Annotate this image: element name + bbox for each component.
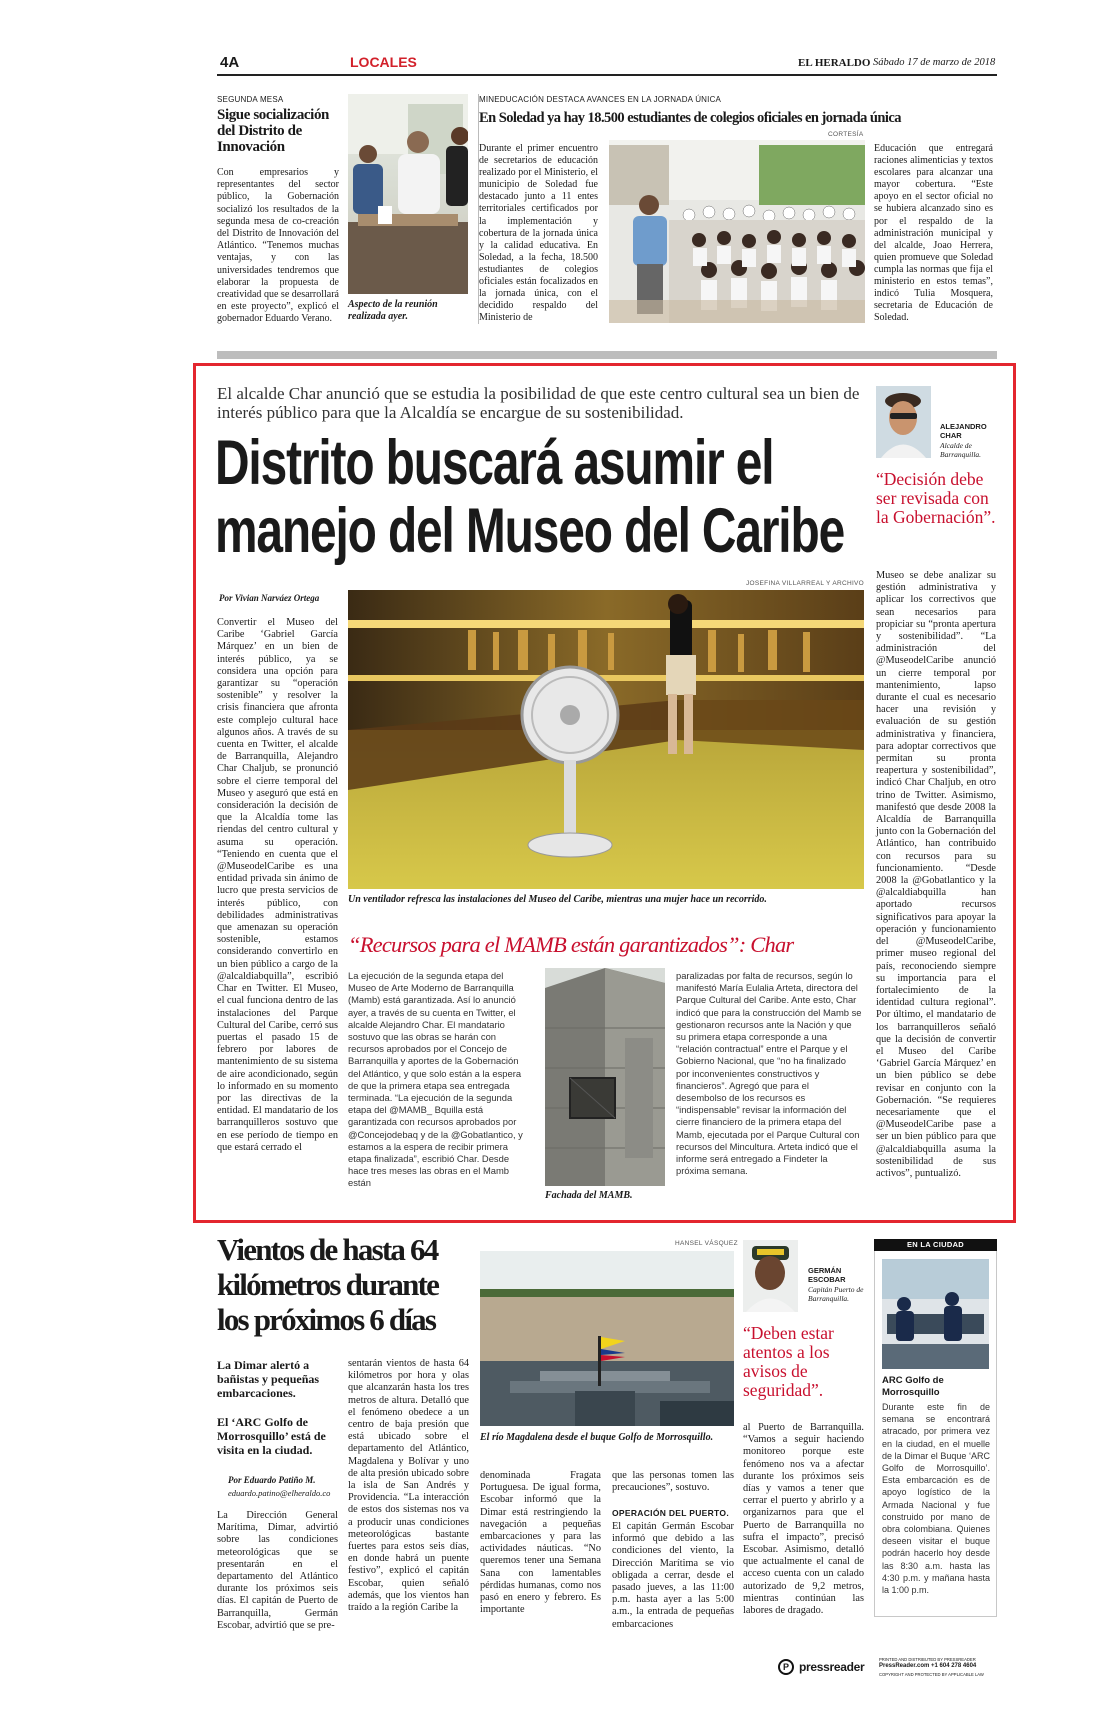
sub-col2: paralizadas por falta de recursos, según lo manifestó María Eulalia Arteta, directora del Parque Cultural del Caribe. Ante esto, Char indicó que para la construcción del Mamb se gestionaron recursos ante la Nación y que su primera etapa corresponde a una “relación contractual” entre el Parque y el Gobierno Nacional, que “no ha finalizado por inconvenientes constructivos y financieros”. Agregó que para el desembolso de los recursos es “indispensable” revisar la información del cierre financiero de la primera etapa del Mamb, ejecutada por el Parque Cultural con recursos del Mincultura. Arteta indicó que el informe será entregado a Findeter la próxima semana. — [676, 970, 862, 1177]
sidebar-title: ARC Golfo de Morrosquillo — [882, 1375, 944, 1398]
page-number: 4A — [220, 54, 240, 71]
quote-person-name: ALEJANDRO CHAR — [940, 422, 987, 440]
story-col1: Durante el primer encuentro de secretarios de educación realizado por el Ministerio, el municipio de Soledad fue destacado junto a 11 entes territoriales certificados por la implementación y cobertura de la jornada única y la calidad educativa. En Soledad, a la fecha, 18.500 estudiantes de colegios oficiales están focalizados en la jornada única, con el decidido respaldo del Ministerio de — [479, 143, 598, 324]
main-headline-line2: manejo del Museo del Caribe — [215, 496, 845, 566]
footer-line3: COPYRIGHT AND PROTECTED BY APPLICABLE LAW — [879, 1672, 984, 1677]
bottom-col5: al Puerto de Barranquilla. “Vamos a seguir haciendo monitoreo porque este fenómeno nos va a afectar durante los próximos seis días y vamos a tener que cerrar el puerto y abrirlo y a organizarnos para que el Puerto de Barranquilla no sufra el impacto”, precisó Escobar. Asimismo, detalló que actualmente el canal de acceso cuenta con un calado autorizado de 9,2 metros, mientras continúan las labores de dragado. — [743, 1422, 864, 1617]
mamb-facade-photo — [545, 968, 665, 1186]
footer-line2: PressReader.com +1 604 278 4604 — [879, 1663, 977, 1669]
main-left-column: Convertir el Museo del Caribe ‘Gabriel García Márquez’ en un bien de interés público, ya se considera una opción para garantizar su “operación sostenible” y resolver la crisis financiera que afronta este complejo cultural hace algunos años. A través de su cuenta en Twitter, el alcalde de Barranquilla, Alejandro Char Chaljub, se pronunció sobre el cierre temporal del Museo y aseguró que está en consideración la decisión de que la Alcaldía tome las riendas del centro cultural y asuma su operación. “Teniendo en cuenta que el @MuseodelCaribe es una entidad privada sin ánimo de lucro que presta servicios de interés público, con debilidades administrativas que amenazan su operación sostenible, estamos considerando convertirlo en un bien público a cargo de la @alcaldiabquilla”, escribió Char en Twitter. El Museo, el cual funciona dentro de las instalaciones del Parque Cultural del Caribe, cerró sus puertas el pasado 15 de febrero por labores de mantenimiento de su sistema de aire acondicionado, según lo informado en su momento por las directivas de la entidad. El mandatario de los barranquilleros sostuvo que en ese período de tiempo en que estará cerrado el — [217, 617, 338, 1153]
paper-name: EL HERALDO — [798, 57, 871, 69]
char-portrait — [876, 386, 931, 458]
pull-quote: “Deben estar atentos a los avisos de seguridad”. — [743, 1323, 834, 1400]
pressreader-brand: pressreader — [799, 1660, 865, 1674]
sub-headline: “Recursos para el MAMB están garantizados”: Char — [348, 932, 794, 957]
story-body: Con empresarios y representantes del sector público, la Gobernación socializó los resultados de la segunda mesa de co-creación del Distrito de Innovación del Atlántico. “Tenemos muchas ventajas, y con las universidades tendremos que elaborar la propuesta de creatividad que se desarrollará en este proyecto”, explicó el gobernador Eduardo Verano. — [217, 167, 339, 325]
bottom-email: eduardo.patino@elheraldo.co — [228, 1488, 331, 1498]
river-photo-caption: El río Magdalena desde el buque Golfo de Morrosquillo. — [480, 1432, 714, 1443]
main-right-column: Museo se debe analizar su gestión administrativa y aplicar los correctivos que sean necesarios para propiciar su “pronta apertura y sostenibilidad”. “La administración del @MuseodelCaribe anunció un cierre temporal por mantenimiento, lapso durante el cual es necesario hacer una revisión y evaluación de su gestión administrativa y financiera, para adoptar correctivos que permitan su pronta reapertura y sostenibilidad”, indicó Char Chaljub, en otro trino de Twitter. Asimismo, manifestó que desde 2008 la Alcaldía de Barranquilla junto con la Gobernación del Atlántico, han contribuido con recursos para su funcionamiento. “Desde 2008 la @Gobatlantico y la @alcaldiabquilla han aportado recursos significativos para apoyar la operación y funcionamiento del @MuseodelCaribe, primer museo regional del país, reconociendo siempre su importancia para el fortalecimiento de la identidad cultura regional”. Por último, el mandatario de los barranquilleros señaló que la decisión de convertir el Museo del Caribe ‘Gabriel García Márquez’ en un bien público se debe revisar en conjunto con la Gobernación. “Se requieres necesariamente que el @MuseodelCaribe pase a ser un bien público para que @alcaldiabquilla asuma la sostenibilidad de sus activos”, puntualizó. — [876, 570, 996, 1179]
meeting-photo-caption: Aspecto de la reunión realizada ayer. — [348, 299, 438, 322]
mamb-photo-caption: Fachada del MAMB. — [545, 1190, 633, 1201]
sidebar-body: Durante este fin de semana se encontrará atracado, por primera vez en la ciudad, en el muelle de la Dimar el Buque ‘ARC Golfo de Morrosquillo’. Esta embarcación es de apoyo logístico de la Armada Nacional y fue construido por mano de obra colombiana. Quienes deseen visitar el buque podrán hacerlo hoy desde las 8:30 a.m. hasta las 4:30 p.m. y mañana hasta la 1:00 p.m. — [882, 1402, 990, 1596]
story-col2: Educación que entregará raciones alimenticias y textos escolares para alcanzar una mayor cobertura. “Este apoyo en el sector oficial no se hubiera alcanzado sino es por el respaldo de la administración municipal y del alcalde, Joao Herrera, quien promueve que Soledad cumpla las normas que fija el ministerio en estos temas”, indicó Tulia Mosquera, secretaria de Educación de Soledad. — [874, 143, 993, 324]
section-name: LOCALES — [350, 54, 417, 70]
pressreader-icon: P — [778, 1659, 794, 1675]
footer-line1: PRINTED AND DISTRIBUTED BY PRESSREADER — [879, 1657, 976, 1662]
issue-date: Sábado 17 de marzo de 2018 — [873, 57, 996, 68]
bottom-headline: Vientos de hasta 64 kilómetros durante los próximos 6 días — [217, 1232, 439, 1337]
students-photo — [609, 140, 865, 323]
pressreader-logo — [778, 1657, 998, 1679]
sub-col1: La ejecución de la segunda etapa del Museo de Arte Moderno de Barranquilla (Mamb) está garantizada. Así lo anunció ayer, a través de su cuenta en Twitter, el alcalde Alejandro Char. El mandatario sostuvo que las obras se harán con recursos aprobados por el Concejo de Barranquilla y aportes de la Gobernación del Atlántico, y que solo están a la espera de que la primera etapa sea entregada terminada. “La ejecución de la segunda etapa del @MAMB_ Bquilla está garantizada con recursos aprobados por @Concejodebaq y de la @Gobatlantico, y estamos a la espera de recibir primera etapa finalizada”, escribió Char. Desde hace tres meses las obras en el Mamb están — [348, 970, 523, 1189]
pull-quote: “Decisión debe ser revisada con la Gobernación”. — [876, 469, 996, 527]
bottom-col2: sentarán vientos de hasta 64 kilómetros por hora y olas que alcanzarán hasta los tres metros de altura. Detalló que el fenómeno obedece a un centro de baja presión que está ubicado sobre el departamento del Atlántico, Magdalena y Bolívar y uno de alta presión ubicado sobre la isla de San Andrés y Providencia. “La interacción de estos dos sistemas nos va a producir unas condiciones meteorológicas bastante fuertes para estos seis días, en donde habrá un puente festivo”, explicó el capitán Escobar, quien señaló además, que los vientos han traído a la región Caribe la — [348, 1358, 469, 1614]
meeting-photo — [348, 94, 468, 294]
bottom-summary-1: La Dimar alertó a bañistas y pequeñas embarcaciones. — [217, 1358, 320, 1400]
main-deck: El alcalde Char anunció que se estudia la posibilidad de que este centro cultural sea un bien de interés público para que la Alcaldía se encargue de su sostenibilidad. — [217, 384, 860, 422]
quote-person-name: GERMÁN ESCOBAR — [808, 1266, 846, 1284]
river-photo — [480, 1251, 734, 1426]
section-divider — [217, 351, 997, 359]
bottom-summary-2: El ‘ARC Golfo de Morrosquillo’ está de visita en la ciudad. — [217, 1415, 326, 1457]
bottom-byline: Por Eduardo Patiño M. — [228, 1475, 316, 1485]
story-kicker: MINEDUCACIÓN DESTACA AVANCES EN LA JORNADA ÚNICA — [479, 95, 722, 104]
bottom-col1: La Dirección General Marítima, Dimar, advirtió sobre las condiciones meteorológicas que se presentarán en el departamento del Atlántico durante los próximos seis días. El capitán de Puerto de Barranquilla, Germán Escobar, advirtió que se pre- — [217, 1510, 338, 1631]
museum-fan-photo — [348, 590, 864, 889]
main-headline-line1: Distrito buscará asumir el — [215, 428, 774, 498]
bottom-col3: denominada Fragata Portuguesa. De igual forma, Escobar informó que la Dimar está restringiendo la navegación a pequeñas embarcaciones y para las actividades náuticas. “No queremos tener una Semana Sana con lamentables pérdidas humanas, como nos pasó en enero y febrero. Es importante — [480, 1470, 601, 1616]
museum-photo-caption: Un ventilador refresca las instalaciones del Museo del Caribe, mientras una mujer hace un recorrido. — [348, 894, 767, 905]
ship-bridge-photo — [882, 1259, 989, 1369]
bottom-col4b: El capitán Germán Escobar informó que debido a las condiciones del viento, la Dirección Marítima se vio obligada a cerrar, desde el pasado jueves, a las 11:00 p.m. hasta ayer a las 5:00 a.m., la entrada de pequeñas embarcaciones — [612, 1521, 734, 1630]
story-title: Sigue socialización del Distrito de Innovación — [217, 107, 329, 155]
bottom-subhead: OPERACIÓN DEL PUERTO. — [612, 1508, 729, 1518]
main-byline: Por Vivian Narváez Ortega — [219, 593, 320, 603]
story-kicker: SEGUNDA MESA — [217, 95, 284, 104]
quote-person-role: Alcalde de Barranquilla. — [940, 441, 982, 459]
header-rule — [217, 74, 997, 76]
escobar-portrait — [743, 1240, 798, 1312]
quote-person-role: Capitán Puerto de Barranquilla. — [808, 1285, 864, 1303]
story-title: En Soledad ya hay 18.500 estudiantes de colegios oficiales en jornada única — [479, 110, 901, 126]
photo-credit: JOSEFINA VILLARREAL Y ARCHIVO — [746, 580, 865, 587]
bottom-col4a: que las personas tomen las precauciones”, sostuvo. — [612, 1470, 734, 1494]
photo-credit: CORTESÍA — [828, 131, 864, 138]
photo-credit: HANSEL VÁSQUEZ — [675, 1240, 738, 1247]
sidebar-label: EN LA CIUDAD — [874, 1239, 997, 1251]
